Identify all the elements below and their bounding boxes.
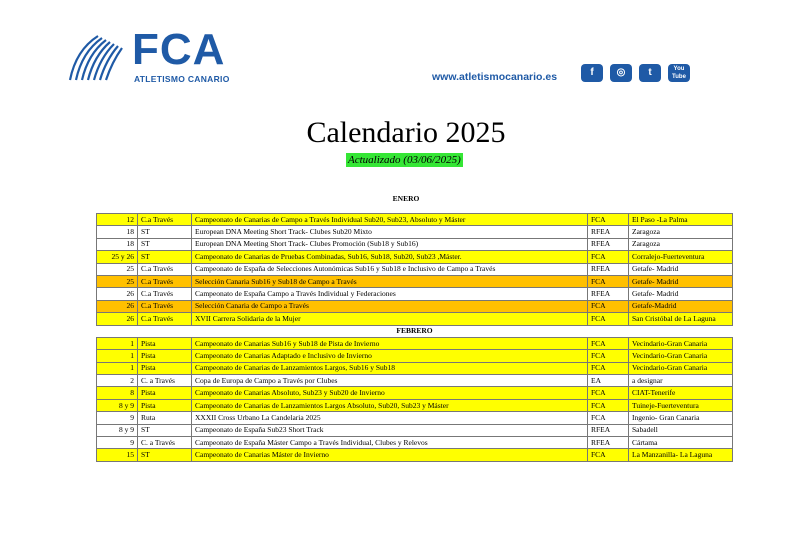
event-place: San Cristóbal de La Laguna [629,313,733,325]
table-row [97,350,733,362]
facebook-icon[interactable]: f [581,64,603,82]
event-organizer: RFEA [588,238,629,250]
event-place: Cártama [629,437,733,449]
event-organizer: FCA [588,362,629,374]
event-type: C.a Través [138,275,192,287]
event-organizer: FCA [588,350,629,362]
event-name: Campeonato de España Sub23 Short Track [192,424,588,436]
febrero-rows [97,337,733,461]
event-place: Getafe- Madrid [629,275,733,287]
event-day: 18 [97,238,138,250]
event-type: ST [138,449,192,461]
enero-rows [97,214,733,326]
table-row [97,362,733,374]
event-type: C.a Través [138,288,192,300]
event-day: 1 [97,337,138,349]
event-organizer: RFEA [588,424,629,436]
event-day: 2 [97,375,138,387]
table-row [97,399,733,411]
event-type: Pista [138,387,192,399]
event-day: 18 [97,226,138,238]
event-type: ST [138,226,192,238]
event-place: Tuineje-Fuerteventura [629,399,733,411]
logo-text: FCA [132,25,226,74]
logo-stripes-icon [68,30,130,82]
event-type: C.a Través [138,300,192,312]
event-place: a designar [629,375,733,387]
event-type: C. a Través [138,437,192,449]
youtube-icon[interactable]: You Tube [668,64,690,82]
event-type: ST [138,251,192,263]
twitter-icon[interactable]: t [639,64,661,82]
event-place: Vecindario-Gran Canaria [629,350,733,362]
event-place: Corralejo-Fuerteventura [629,251,733,263]
event-place: Getafe-Madrid [629,300,733,312]
event-day: 1 [97,350,138,362]
event-type: Pista [138,399,192,411]
table-row [97,424,733,436]
event-organizer: RFEA [588,437,629,449]
event-place: Getafe- Madrid [629,288,733,300]
event-name: Campeonato de Canarias de Pruebas Combinadas, Sub16, Sub18, Sub20, Sub23 ,Máster. [192,251,588,263]
event-day: 15 [97,449,138,461]
event-type: C. a Través [138,375,192,387]
website-link[interactable]: www.atletismocanario.es [432,71,558,83]
event-type: Pista [138,362,192,374]
event-name: Selección Canaria de Campo a Través [192,300,588,312]
event-type: C.a Través [138,313,192,325]
febrero-heading-row [97,325,733,337]
event-organizer: FCA [588,275,629,287]
event-day: 26 [97,300,138,312]
event-place: Sabadell [629,424,733,436]
event-type: Ruta [138,412,192,424]
event-place: Getafe- Madrid [629,263,733,275]
event-name: European DNA Meeting Short Track- Clubes Sub20 Mixto [192,226,588,238]
event-place: CIAT-Tenerife [629,387,733,399]
month-heading-enero: ENERO [392,194,420,203]
event-place: La Manzanilla- La Laguna [629,449,733,461]
event-name: European DNA Meeting Short Track- Clubes Promoción (Sub18 y Sub16) [192,238,588,250]
event-name: Campeonato de Canarias Absoluto, Sub23 y Sub20 de Invierno [192,387,588,399]
event-organizer: RFEA [588,263,629,275]
event-day: 8 [97,387,138,399]
event-day: 8 y 9 [97,424,138,436]
event-organizer: FCA [588,337,629,349]
table-row [97,412,733,424]
table-row [97,263,733,275]
event-day: 9 [97,437,138,449]
table-row [97,238,733,250]
event-name: Campeonato de Canarias Sub16 y Sub18 de Pista de Invierno [192,337,588,349]
event-name: XXXII Cross Urbano La Candelaria 2025 [192,412,588,424]
table-row [97,375,733,387]
event-name: Campeonato de Canarias Máster de Invierno [192,449,588,461]
event-name: XVII Carrera Solidaria de la Mujer [192,313,588,325]
table-row [97,288,733,300]
table-row [97,226,733,238]
event-organizer: RFEA [588,288,629,300]
table-row [97,275,733,287]
event-name: Campeonato de España Máster Campo a Través Individual, Clubes y Relevos [192,437,588,449]
event-type: Pista [138,337,192,349]
event-place: Ingenio- Gran Canaria [629,412,733,424]
event-name: Campeonato de Canarias de Lanzamientos Largos Absoluto, Sub20, Sub23 y Máster [192,399,588,411]
table-row [97,300,733,312]
event-day: 1 [97,362,138,374]
event-name: Selección Canaria Sub16 y Sub18 de Campo a Través [192,275,588,287]
event-organizer: RFEA [588,226,629,238]
event-place: Vecindario-Gran Canaria [629,337,733,349]
event-name: Campeonato de España de Selecciones Autonómicas Sub16 y Sub18 e Inclusivo de Campo a Través [192,263,588,275]
event-name: Campeonato de Canarias de Campo a Través Individual Sub20, Sub23, Absoluto y Máster [192,214,588,226]
event-name: Campeonato de España Campo a Través Individual y Federaciones [192,288,588,300]
page-title: Calendario 2025 [306,116,506,149]
event-day: 9 [97,412,138,424]
event-name: Campeonato de Canarias de Lanzamientos Largos, Sub16 y Sub18 [192,362,588,374]
event-type: Pista [138,350,192,362]
event-type: ST [138,238,192,250]
event-day: 25 [97,263,138,275]
table-row [97,449,733,461]
event-organizer: FCA [588,449,629,461]
table-row [97,387,733,399]
logo-subtitle: ATLETISMO CANARIO [134,74,230,84]
calendar-table [96,213,733,462]
event-day: 8 y 9 [97,399,138,411]
event-day: 26 [97,313,138,325]
event-day: 25 [97,275,138,287]
event-place: Zaragoza [629,238,733,250]
event-organizer: FCA [588,251,629,263]
event-organizer: FCA [588,214,629,226]
event-type: C.a Través [138,214,192,226]
table-row [97,214,733,226]
event-name: Campeonato de Canarias Adaptado e Inclusivo de Invierno [192,350,588,362]
event-place: Zaragoza [629,226,733,238]
event-name: Copa de Europa de Campo a Través por Clubes [192,375,588,387]
event-type: C.a Través [138,263,192,275]
event-place: El Paso -La Palma [629,214,733,226]
event-day: 12 [97,214,138,226]
event-organizer: FCA [588,399,629,411]
fca-logo [68,25,238,86]
event-day: 25 y 26 [97,251,138,263]
event-organizer: FCA [588,387,629,399]
table-row [97,437,733,449]
instagram-icon[interactable]: ◎ [610,64,632,82]
event-organizer: FCA [588,300,629,312]
event-organizer: EA [588,375,629,387]
table-row [97,313,733,325]
month-heading-febrero: FEBRERO [97,325,733,337]
event-organizer: FCA [588,412,629,424]
event-organizer: FCA [588,313,629,325]
updated-date: Actualizado (03/06/2025) [348,154,461,166]
event-place: Vecindario-Gran Canaria [629,362,733,374]
event-type: ST [138,424,192,436]
table-row [97,251,733,263]
table-row [97,337,733,349]
event-day: 26 [97,288,138,300]
